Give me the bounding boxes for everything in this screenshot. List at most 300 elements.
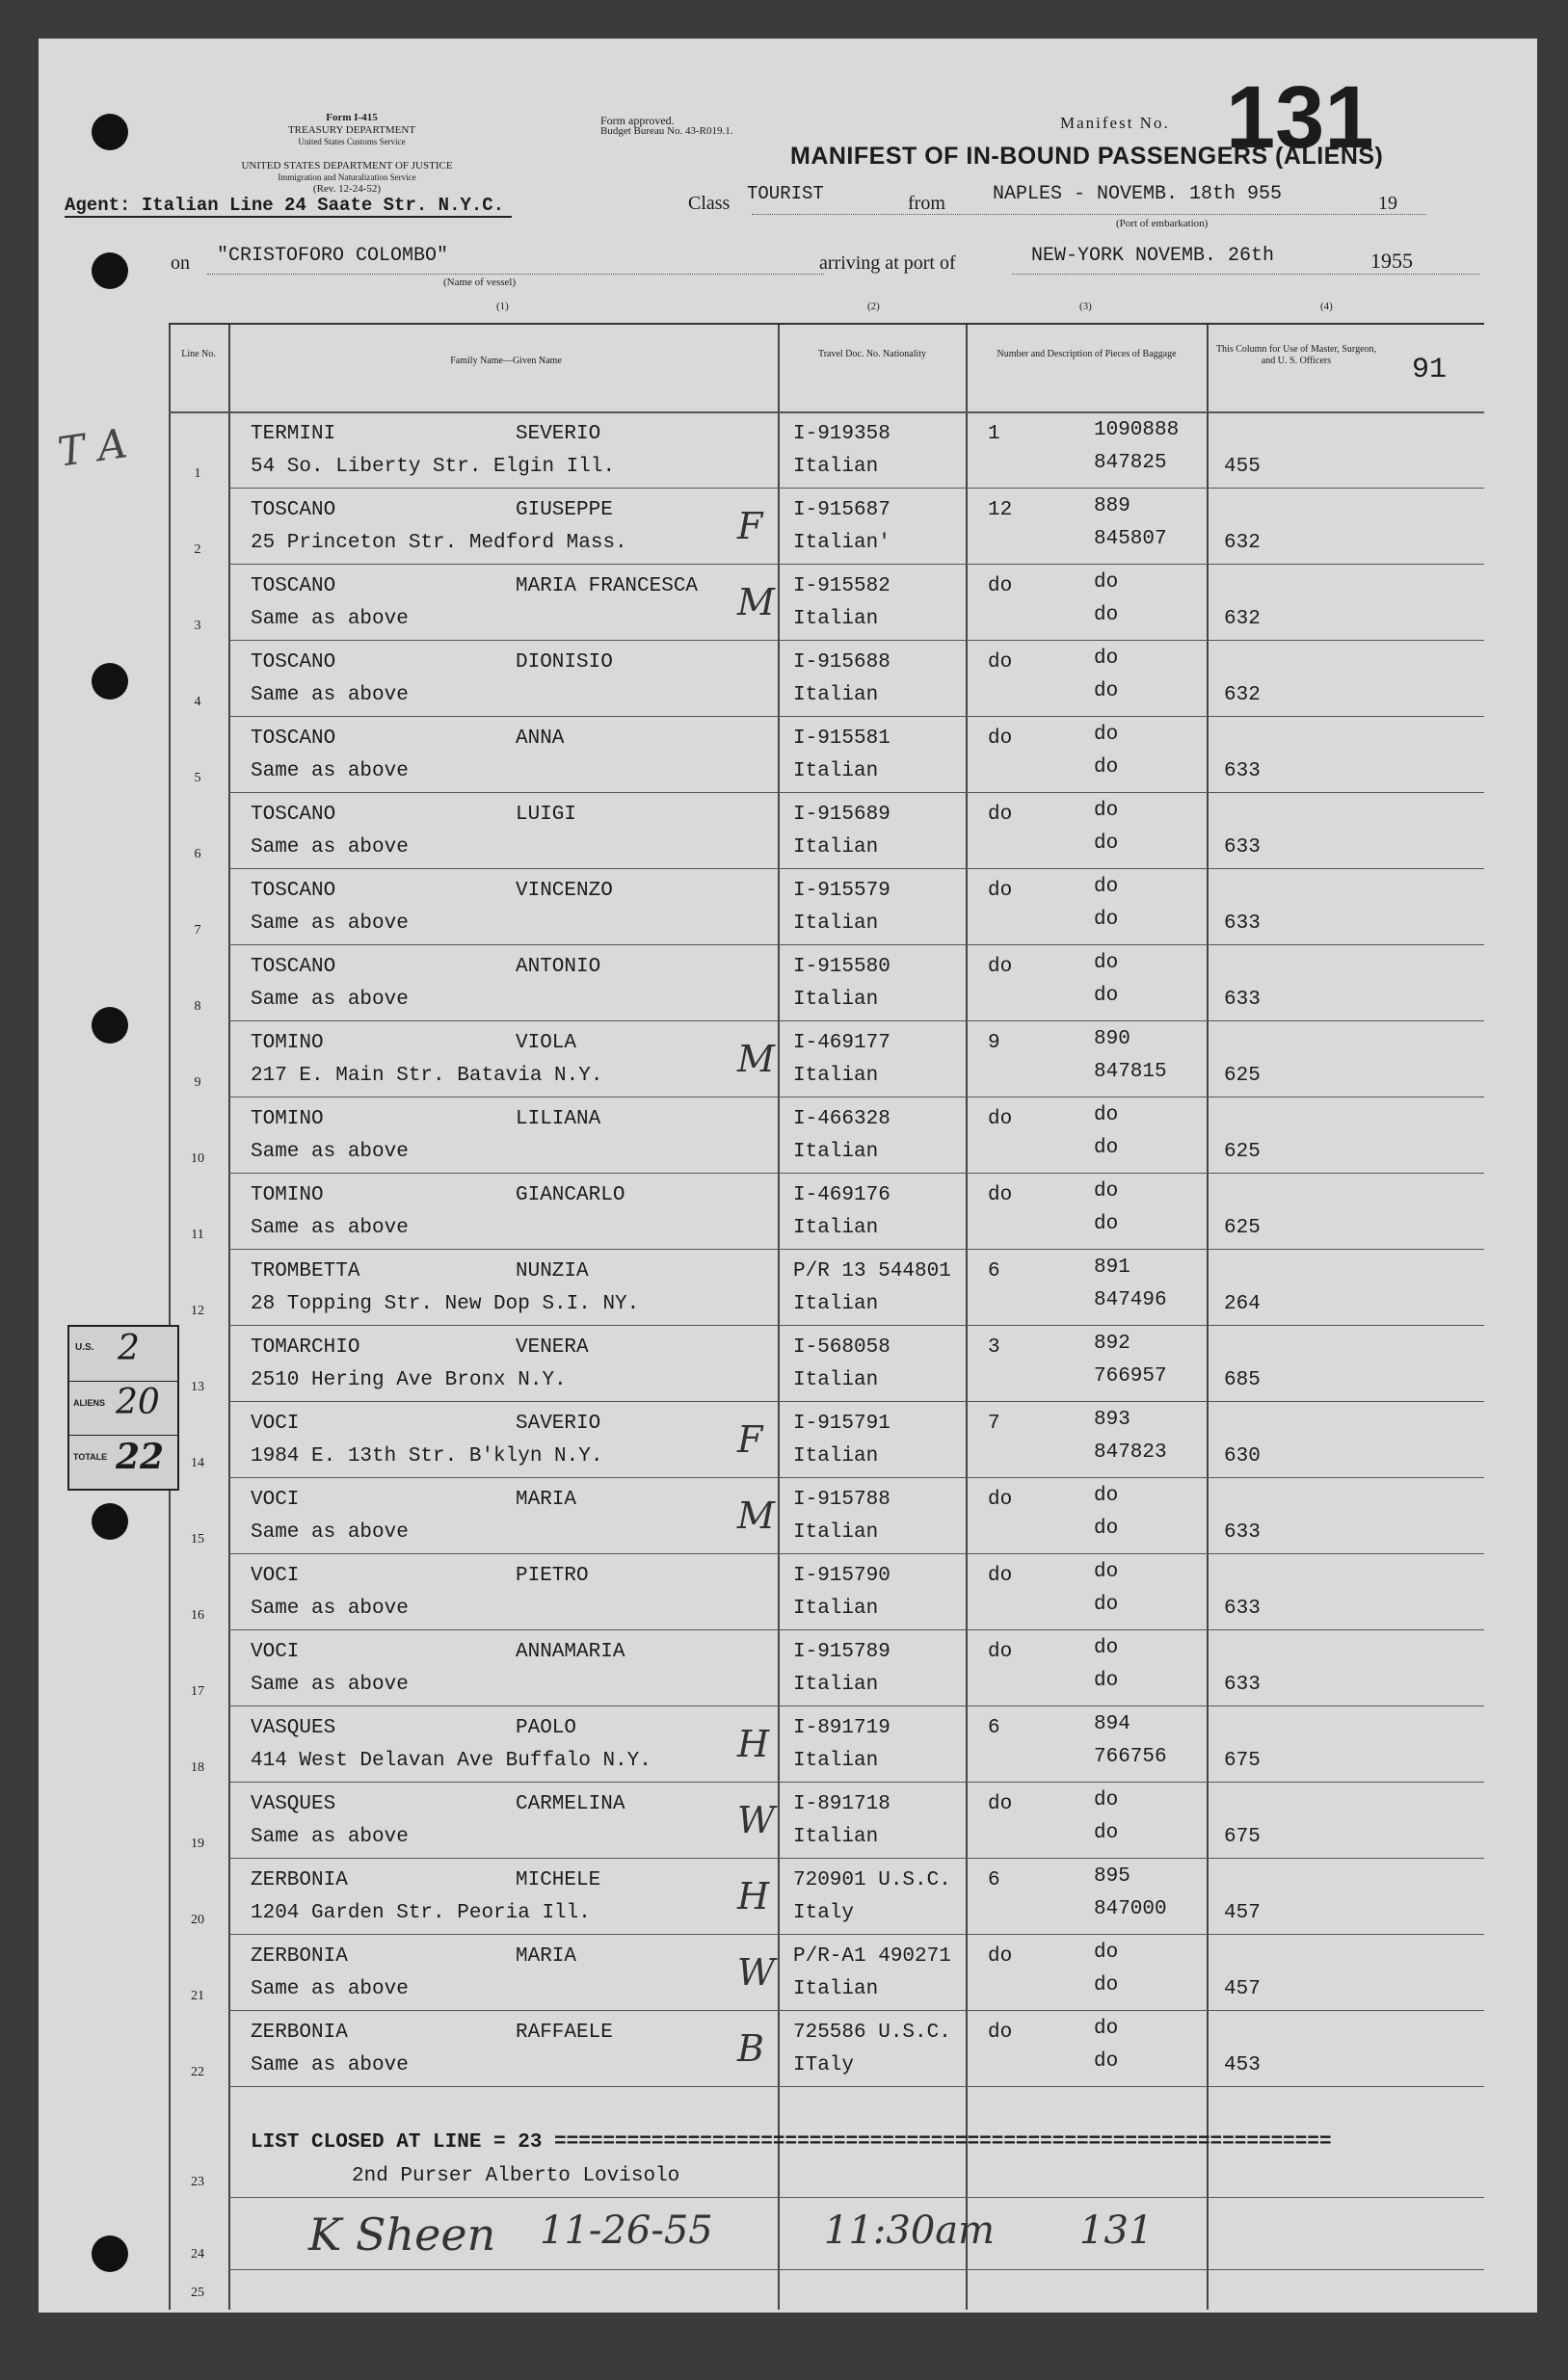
family-name: TOMINO <box>251 1032 324 1054</box>
row-rule <box>228 716 1484 717</box>
travel-doc-number: I-891719 <box>793 1717 890 1739</box>
address: 2510 Hering Ave Bronx N.Y. <box>251 1369 567 1391</box>
nationality: Italian <box>793 1750 879 1772</box>
baggage-pieces: do <box>988 1565 1013 1587</box>
row-rule <box>228 2269 1484 2270</box>
given-name: VENERA <box>516 1336 589 1359</box>
baggage-tag: do <box>1094 952 1119 974</box>
given-name: GIUSEPPE <box>516 499 613 521</box>
nationality: Italian <box>793 1978 879 2000</box>
baggage-tag: do <box>1094 724 1119 746</box>
baggage-pieces: do <box>988 651 1013 674</box>
officer-code: 675 <box>1224 1750 1261 1772</box>
manifest-sheet <box>39 39 1537 2313</box>
row-rule <box>228 640 1484 641</box>
baggage-number: do <box>1094 680 1119 702</box>
line-number: 24 <box>191 2247 204 2261</box>
line-number: 17 <box>191 1684 204 1699</box>
baggage-tag: do <box>1094 1180 1119 1203</box>
baggage-pieces: do <box>988 2022 1013 2044</box>
baggage-pieces: 12 <box>988 499 1013 521</box>
punch-hole <box>92 114 128 150</box>
given-name: LILIANA <box>516 1108 601 1130</box>
given-name: CARMELINA <box>516 1793 625 1815</box>
col-rule <box>966 325 968 2310</box>
officer-code: 632 <box>1224 532 1261 554</box>
travel-doc-number: I-915791 <box>793 1413 890 1435</box>
baggage-pieces: 6 <box>988 1717 1000 1739</box>
officer-code: 633 <box>1224 836 1261 859</box>
address: Same as above <box>251 1141 409 1163</box>
handwritten-mark: M <box>737 1038 775 1080</box>
address: Same as above <box>251 2054 409 2076</box>
travel-doc-number: I-915582 <box>793 575 890 597</box>
tally-value-total: 22 <box>116 1437 165 1477</box>
baggage-tag: do <box>1094 1942 1119 1964</box>
officer-code: 633 <box>1224 989 1261 1011</box>
family-name: TOSCANO <box>251 727 336 750</box>
purser-line: 2nd Purser Alberto Lovisolo <box>352 2165 680 2187</box>
baggage-pieces: 3 <box>988 1336 1000 1359</box>
baggage-number: do <box>1094 833 1119 855</box>
given-name: VINCENZO <box>516 880 613 902</box>
family-name: VASQUES <box>251 1793 336 1815</box>
row-rule <box>228 1553 1484 1554</box>
handwritten-mark: M <box>737 1494 775 1537</box>
address: 1204 Garden Str. Peoria Ill. <box>251 1902 591 1924</box>
given-name: PAOLO <box>516 1717 577 1739</box>
nationality: Italian <box>793 1674 879 1696</box>
row-rule <box>228 944 1484 945</box>
line-number: 8 <box>194 999 201 1014</box>
given-name: SEVERIO <box>516 423 601 445</box>
family-name: TOMARCHIO <box>251 1336 360 1359</box>
nationality: Italian <box>793 1141 879 1163</box>
family-name: TOSCANO <box>251 880 336 902</box>
address: 54 So. Liberty Str. Elgin Ill. <box>251 456 616 478</box>
baggage-tag: do <box>1094 2018 1119 2040</box>
line-number: 6 <box>194 847 201 861</box>
given-name: NUNZIA <box>516 1260 589 1283</box>
agent-line: Agent: Italian Line 24 Saate Str. N.Y.C. <box>65 195 512 218</box>
address: Same as above <box>251 1674 409 1696</box>
given-name: MARIA <box>516 1945 577 1968</box>
family-name: TOMINO <box>251 1184 324 1206</box>
baggage-number: do <box>1094 1594 1119 1616</box>
line-number: 21 <box>191 1989 204 2003</box>
row-rule <box>228 1782 1484 1783</box>
row-rule <box>228 1249 1484 1250</box>
nationality: Italian <box>793 1445 879 1468</box>
class-value: TOURIST <box>747 183 824 204</box>
line-number: 14 <box>191 1456 204 1470</box>
travel-doc-number: 725586 U.S.C. <box>793 2022 951 2044</box>
address: Same as above <box>251 1521 409 1544</box>
form-number: Form I-415 <box>326 112 378 123</box>
row-rule <box>228 1325 1484 1326</box>
given-name: MICHELE <box>516 1869 601 1891</box>
col-number-4: (4) <box>1320 301 1333 312</box>
baggage-tag: do <box>1094 1561 1119 1583</box>
given-name: MARIA FRANCESCA <box>516 575 699 597</box>
line-number: 22 <box>191 2065 204 2079</box>
family-name: ZERBONIA <box>251 1945 348 1968</box>
nationality: Italian <box>793 1369 879 1391</box>
punch-hole <box>92 1007 128 1044</box>
baggage-pieces: do <box>988 880 1013 902</box>
line-number: 15 <box>191 1532 204 1547</box>
punch-hole <box>92 252 128 289</box>
baggage-number: do <box>1094 756 1119 779</box>
baggage-tag: do <box>1094 571 1119 594</box>
travel-doc-number: P/R-A1 490271 <box>793 1945 951 1968</box>
given-name: RAFFAELE <box>516 2022 613 2044</box>
baggage-tag: do <box>1094 800 1119 822</box>
line-number: 1 <box>194 466 201 481</box>
baggage-pieces: do <box>988 1184 1013 1206</box>
row-rule <box>228 2197 1484 2198</box>
manifest-title: MANIFEST OF IN-BOUND PASSENGERS (ALIENS) <box>790 143 1384 170</box>
travel-doc-number: I-469176 <box>793 1184 890 1206</box>
nationality: Italian <box>793 1065 879 1087</box>
from-underline <box>752 214 1426 215</box>
given-name: DIONISIO <box>516 651 613 674</box>
signature-time: 11:30am <box>824 2208 996 2253</box>
baggage-number: do <box>1094 1822 1119 1844</box>
row-rule <box>228 1477 1484 1478</box>
baggage-pieces: do <box>988 1793 1013 1815</box>
given-name: PIETRO <box>516 1565 589 1587</box>
nationality: Italian <box>793 836 879 859</box>
col-head-travel-doc: Travel Doc. No. Nationality <box>817 349 927 359</box>
baggage-number: 766957 <box>1094 1365 1167 1388</box>
given-name: ANNA <box>516 727 565 750</box>
header-rule <box>169 411 1484 413</box>
row-rule <box>228 1934 1484 1935</box>
signature-initials: K Sheen <box>308 2208 496 2261</box>
dept-justice: UNITED STATES DEPARTMENT OF JUSTICE <box>241 160 453 172</box>
arriving-underline <box>1012 274 1479 275</box>
class-label: Class <box>688 193 731 214</box>
line-number: 19 <box>191 1837 204 1851</box>
address: Same as above <box>251 760 409 782</box>
baggage-number: 766756 <box>1094 1746 1167 1768</box>
nationality: Italian <box>793 989 879 1011</box>
row-rule <box>228 2010 1484 2011</box>
nationality: Italy <box>793 1902 855 1924</box>
col-head-baggage: Number and Description of Pieces of Baggage <box>997 349 1177 359</box>
manifest-label: Manifest No. <box>1060 114 1170 132</box>
handwritten-mark: F <box>737 1418 763 1461</box>
baggage-number: do <box>1094 1670 1119 1692</box>
tally-box <box>67 1325 179 1491</box>
col-number-1: (1) <box>496 301 509 312</box>
nationality: Italian' <box>793 532 890 554</box>
row-rule <box>228 1858 1484 1859</box>
handwritten-mark: W <box>737 1799 776 1841</box>
budget-bureau: Budget Bureau No. 43-R019.1. <box>600 125 733 137</box>
line-number: 23 <box>191 2175 204 2189</box>
baggage-tag: do <box>1094 1637 1119 1659</box>
baggage-pieces: do <box>988 1945 1013 1968</box>
arriving-value: NEW-YORK NOVEMB. 26th <box>1031 245 1275 267</box>
baggage-number: 847815 <box>1094 1061 1167 1083</box>
baggage-pieces: do <box>988 727 1013 750</box>
baggage-pieces: 6 <box>988 1869 1000 1891</box>
travel-doc-number: I-915579 <box>793 880 890 902</box>
margin-initials: T A <box>54 419 130 476</box>
family-name: VASQUES <box>251 1717 336 1739</box>
col-number-2: (2) <box>867 301 880 312</box>
vessel-name: "CRISTOFORO COLOMBO" <box>217 245 449 267</box>
nationality: Italian <box>793 760 879 782</box>
col-rule <box>228 325 230 2310</box>
address: 217 E. Main Str. Batavia N.Y. <box>251 1065 603 1087</box>
col-rule <box>169 325 171 2310</box>
address: Same as above <box>251 1598 409 1620</box>
family-name: ZERBONIA <box>251 2022 348 2044</box>
handwritten-mark: W <box>737 1951 776 1994</box>
travel-doc-number: I-915789 <box>793 1641 890 1663</box>
travel-doc-number: I-466328 <box>793 1108 890 1130</box>
baggage-number: do <box>1094 985 1119 1007</box>
travel-doc-number: 720901 U.S.C. <box>793 1869 951 1891</box>
baggage-number: 847825 <box>1094 452 1167 474</box>
arriving-label: arriving at port of <box>819 252 956 274</box>
manifest-number: 131 <box>1226 68 1374 167</box>
nationality: Italian <box>793 684 879 706</box>
baggage-pieces: do <box>988 1108 1013 1130</box>
list-closed-line: LIST CLOSED AT LINE = 23 ================================================================ <box>251 2131 1332 2154</box>
address: Same as above <box>251 1826 409 1848</box>
baggage-number: 845807 <box>1094 528 1167 550</box>
col-rule <box>1207 325 1209 2310</box>
from-year-suffix: 19 <box>1378 193 1397 214</box>
tally-value-aliens: 20 <box>116 1383 160 1422</box>
baggage-tag: do <box>1094 648 1119 670</box>
baggage-number: do <box>1094 1137 1119 1159</box>
handwritten-mark: M <box>737 581 775 623</box>
baggage-tag: do <box>1094 1485 1119 1507</box>
line-number: 3 <box>194 619 201 633</box>
family-name: TOSCANO <box>251 575 336 597</box>
tally-label-aliens: ALIENS <box>73 1398 106 1408</box>
given-name: ANTONIO <box>516 956 601 978</box>
baggage-tag: do <box>1094 1789 1119 1811</box>
officer-code: 685 <box>1224 1369 1261 1391</box>
family-name: VOCI <box>251 1641 300 1663</box>
baggage-tag: 1090888 <box>1094 419 1180 441</box>
given-name: LUIGI <box>516 804 577 826</box>
baggage-number: 847000 <box>1094 1898 1167 1920</box>
officer-code: 457 <box>1224 1902 1261 1924</box>
nationality: Italian <box>793 1293 879 1315</box>
form-approved: Form approved. <box>600 114 675 127</box>
row-rule <box>228 1629 1484 1630</box>
family-name: TOSCANO <box>251 499 336 521</box>
col-head-officers: This Column for Use of Master, Surgeon, and U. S. Officers <box>1215 344 1377 366</box>
officer-code: 630 <box>1224 1445 1261 1468</box>
nationality: Italian <box>793 1521 879 1544</box>
family-name: ZERBONIA <box>251 1869 348 1891</box>
officer-code: 633 <box>1224 912 1261 935</box>
baggage-tag: do <box>1094 876 1119 898</box>
family-name: VOCI <box>251 1565 300 1587</box>
baggage-pieces: 9 <box>988 1032 1000 1054</box>
officer-code: 625 <box>1224 1065 1261 1087</box>
baggage-tag: 892 <box>1094 1333 1130 1355</box>
address: Same as above <box>251 1217 409 1239</box>
travel-doc-number: I-915788 <box>793 1489 890 1511</box>
address: Same as above <box>251 836 409 859</box>
punch-hole <box>92 663 128 700</box>
on-label: on <box>171 252 190 274</box>
baggage-pieces: do <box>988 804 1013 826</box>
arriving-year: 1955 <box>1370 249 1413 273</box>
baggage-number: do <box>1094 604 1119 626</box>
port-embarkation-caption: (Port of embarkation) <box>1116 218 1209 229</box>
officer-code: 455 <box>1224 456 1261 478</box>
baggage-tag: 890 <box>1094 1028 1130 1050</box>
given-name: ANNAMARIA <box>516 1641 625 1663</box>
row-rule <box>228 1401 1484 1402</box>
travel-doc-number: I-915581 <box>793 727 890 750</box>
travel-doc-number: I-915688 <box>793 651 890 674</box>
family-name: VOCI <box>251 1413 300 1435</box>
signature-date: 11-26-55 <box>540 2208 713 2253</box>
travel-doc-number: I-915689 <box>793 804 890 826</box>
nationality: Italian <box>793 912 879 935</box>
line-number: 16 <box>191 1608 204 1623</box>
col-head-family-name: Family Name—Given Name <box>450 356 562 366</box>
nationality: Italian <box>793 1598 879 1620</box>
address: 28 Topping Str. New Dop S.I. NY. <box>251 1293 640 1315</box>
row-rule <box>228 1020 1484 1021</box>
line-number: 4 <box>194 695 201 709</box>
given-name: VIOLA <box>516 1032 577 1054</box>
family-name: TROMBETTA <box>251 1260 360 1283</box>
family-name: TOSCANO <box>251 804 336 826</box>
from-label: from <box>908 193 945 214</box>
line-number: 7 <box>194 923 201 938</box>
baggage-number: do <box>1094 909 1119 931</box>
officer-code: 625 <box>1224 1217 1261 1239</box>
handwritten-mark: H <box>737 1723 770 1765</box>
baggage-tag: 893 <box>1094 1409 1130 1431</box>
dept-treasury: TREASURY DEPARTMENT <box>287 124 416 136</box>
address: Same as above <box>251 608 409 630</box>
line-number: 5 <box>194 771 201 785</box>
ins-service: Immigration and Naturalization Service <box>278 172 416 182</box>
baggage-number: do <box>1094 2050 1119 2073</box>
baggage-tag: 894 <box>1094 1713 1130 1735</box>
baggage-pieces: do <box>988 956 1013 978</box>
address: Same as above <box>251 989 409 1011</box>
line-number: 10 <box>191 1151 204 1166</box>
row-rule <box>228 868 1484 869</box>
baggage-pieces: 6 <box>988 1260 1000 1283</box>
officer-code: 675 <box>1224 1826 1261 1848</box>
baggage-number: 847823 <box>1094 1441 1167 1464</box>
address: Same as above <box>251 1978 409 2000</box>
tally-label-total: TOTALE <box>73 1452 108 1462</box>
col-number-3: (3) <box>1079 301 1092 312</box>
row-rule <box>228 792 1484 793</box>
row-rule <box>228 1173 1484 1174</box>
nationality: ITaly <box>793 2054 855 2076</box>
address: 414 West Delavan Ave Buffalo N.Y. <box>251 1750 651 1772</box>
family-name: TOMINO <box>251 1108 324 1130</box>
baggage-tag: 891 <box>1094 1256 1130 1279</box>
baggage-pieces: do <box>988 1489 1013 1511</box>
line-number: 2 <box>194 542 201 557</box>
travel-doc-number: I-915790 <box>793 1565 890 1587</box>
nationality: Italian <box>793 608 879 630</box>
family-name: VOCI <box>251 1489 300 1511</box>
row-rule <box>228 564 1484 565</box>
page-total: 91 <box>1412 354 1448 386</box>
family-name: TOSCANO <box>251 651 336 674</box>
nationality: Italian <box>793 1826 879 1848</box>
line-number: 20 <box>191 1913 204 1927</box>
officer-code: 457 <box>1224 1978 1261 2000</box>
baggage-pieces: 1 <box>988 423 1000 445</box>
officer-code: 633 <box>1224 1674 1261 1696</box>
travel-doc-number: I-915687 <box>793 499 890 521</box>
baggage-tag: do <box>1094 1104 1119 1126</box>
line-number: 18 <box>191 1760 204 1775</box>
officer-code: 632 <box>1224 608 1261 630</box>
form-revision: (Rev. 12-24-52) <box>312 183 382 195</box>
tally-label-us: U.S. <box>75 1342 94 1353</box>
row-rule <box>228 2086 1484 2087</box>
address: 25 Princeton Str. Medford Mass. <box>251 532 627 554</box>
nationality: Italian <box>793 1217 879 1239</box>
punch-hole <box>92 2235 128 2272</box>
travel-doc-number: I-891718 <box>793 1793 890 1815</box>
officer-code: 632 <box>1224 684 1261 706</box>
baggage-pieces: 7 <box>988 1413 1000 1435</box>
baggage-tag: 895 <box>1094 1865 1130 1888</box>
nationality: Italian <box>793 456 879 478</box>
address: Same as above <box>251 912 409 935</box>
handwritten-mark: F <box>737 505 763 547</box>
baggage-pieces: do <box>988 1641 1013 1663</box>
officer-code: 453 <box>1224 2054 1261 2076</box>
given-name: MARIA <box>516 1489 577 1511</box>
officer-code: 633 <box>1224 1521 1261 1544</box>
baggage-number: do <box>1094 1518 1119 1540</box>
row-rule <box>228 488 1484 489</box>
col-rule <box>778 325 780 2310</box>
line-number: 13 <box>191 1380 204 1394</box>
handwritten-mark: H <box>737 1875 770 1917</box>
officer-code: 625 <box>1224 1141 1261 1163</box>
customs-service: United States Customs Service <box>298 137 406 146</box>
family-name: TOSCANO <box>251 956 336 978</box>
line-number: 25 <box>191 2286 204 2300</box>
line-number: 11 <box>191 1228 204 1242</box>
punch-hole <box>92 1503 128 1540</box>
given-name: SAVERIO <box>516 1413 601 1435</box>
given-name: GIANCARLO <box>516 1184 625 1206</box>
vessel-caption: (Name of vessel) <box>443 277 517 288</box>
baggage-tag: 889 <box>1094 495 1130 517</box>
baggage-number: do <box>1094 1974 1119 1997</box>
officer-code: 264 <box>1224 1293 1261 1315</box>
address: 1984 E. 13th Str. B'klyn N.Y. <box>251 1445 603 1468</box>
line-number: 9 <box>194 1075 201 1090</box>
